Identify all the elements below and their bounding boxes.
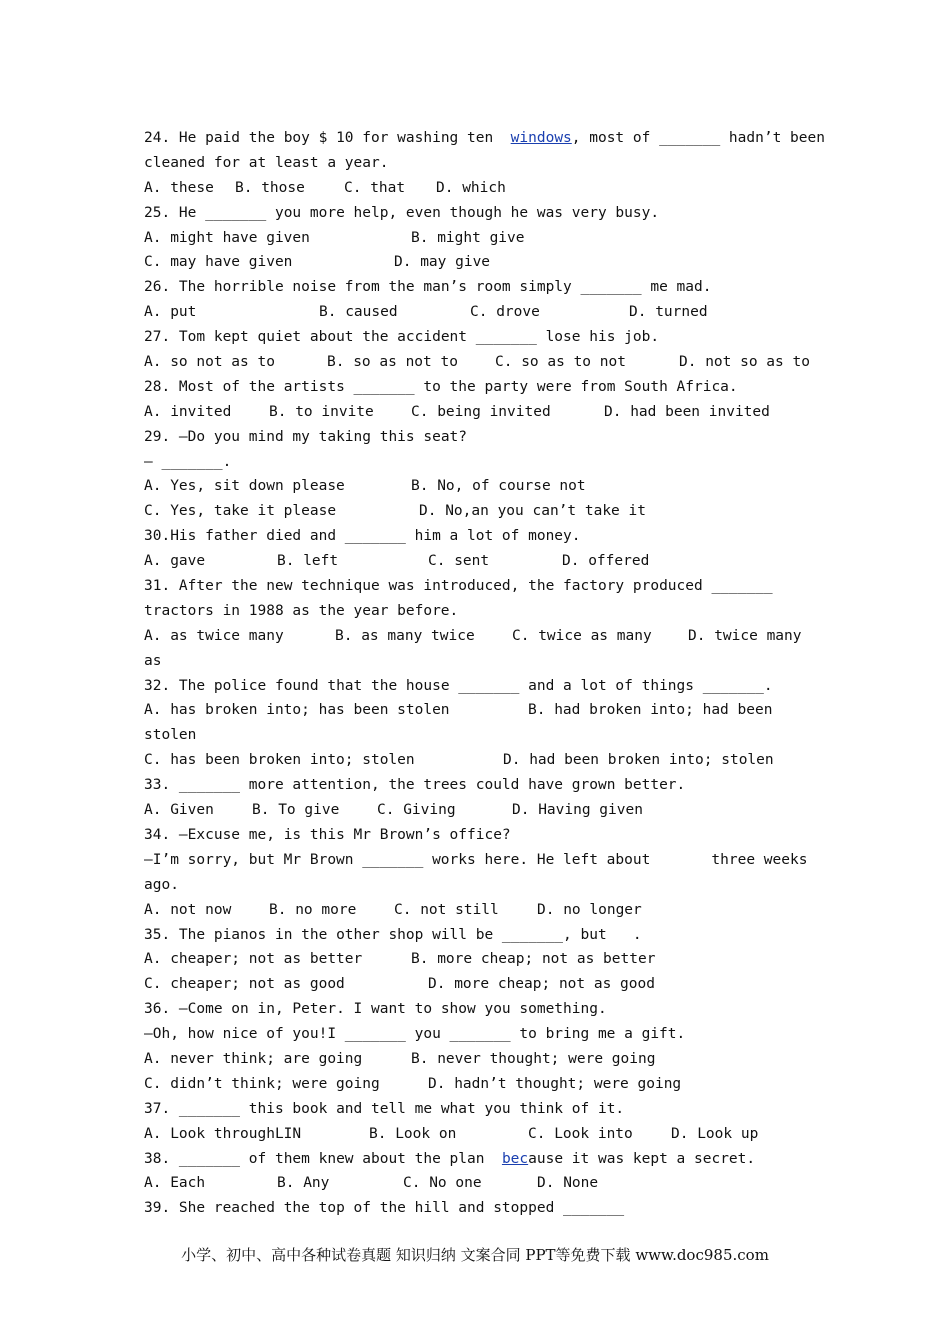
answer-option: B. never thought; were going — [411, 1050, 656, 1067]
question-text: The horrible noise from the man’s room simply _______ me mad. — [170, 279, 712, 296]
answer-option: C. No one — [403, 1175, 482, 1192]
question-number: 29. — [144, 428, 171, 445]
answer-option: C. Yes, take it please — [144, 503, 337, 520]
question-number: 39. — [144, 1200, 171, 1217]
question-text: _______ of them knew about the plan — [170, 1150, 502, 1167]
options-row — [144, 176, 814, 201]
question-number: 38. — [144, 1150, 171, 1167]
answer-option: B. more cheap; not as better — [411, 951, 656, 968]
options-row — [144, 798, 814, 823]
question-text: After the new technique was introduced, the factory produced _______ — [170, 578, 773, 595]
answer-option: D. no longer — [537, 901, 642, 918]
answer-option: B. no more — [269, 901, 357, 918]
answer-option: A. might have given — [144, 229, 310, 246]
question-number: 33. — [144, 777, 171, 794]
options-row — [144, 250, 814, 275]
answer-option: D. not so as to — [679, 354, 810, 371]
question-stem-continued — [144, 848, 814, 873]
answer-option: B. Any — [277, 1175, 330, 1192]
question-text: He _______ you more help, even though he was very busy. — [170, 204, 660, 221]
options-row — [144, 350, 814, 375]
answer-option: D. No,an you can’t take it — [419, 503, 646, 520]
answer-option: D. hadn’t thought; were going — [428, 1075, 682, 1092]
question-stem — [144, 997, 814, 1022]
options-row — [144, 649, 814, 674]
answer-option: A. these — [144, 179, 214, 196]
answer-option: B. caused — [319, 304, 398, 321]
answer-option: D. had been broken into; stolen — [503, 752, 774, 769]
answer-option: B. so as not to — [327, 354, 458, 371]
hyperlink[interactable]: windows — [510, 130, 572, 146]
answer-option: A. put — [144, 304, 197, 321]
question-stem — [144, 674, 814, 699]
answer-option: C. may have given — [144, 254, 293, 271]
question-number: 27. — [144, 329, 171, 346]
question-text: The police found that the house _______ and a lot of things _______. — [170, 677, 773, 694]
question-stem — [144, 524, 814, 549]
answer-option: D. may give — [394, 254, 491, 271]
answer-option: A. Yes, sit down please — [144, 478, 345, 495]
question-text: She reached the top of the hill and stopped _______ — [170, 1200, 625, 1217]
options-row — [144, 1047, 814, 1072]
answer-option: A. Look throughLIN — [144, 1125, 302, 1142]
answer-option: D. Look up — [671, 1125, 759, 1142]
answer-option: C. drove — [470, 304, 540, 321]
question-text: The pianos in the other shop will be _______, but . — [170, 926, 642, 943]
answer-option: B. Look on — [369, 1125, 457, 1142]
page-footer: 小学、初中、高中各种试卷真题 知识归纳 文案合同 PPT等免费下载 www.doc985.com — [181, 1246, 769, 1264]
options-row — [144, 549, 814, 574]
options-row — [144, 624, 814, 649]
options-row — [144, 1122, 814, 1147]
answer-option: A. invited — [144, 403, 232, 420]
options-row — [144, 1072, 814, 1097]
answer-option: C. sent — [428, 553, 490, 570]
hyperlink[interactable]: bec — [501, 1150, 529, 1167]
question-stem — [144, 425, 814, 450]
question-number: 34. — [144, 826, 171, 843]
question-stem-continued — [144, 873, 814, 898]
answer-option: C. that — [344, 179, 406, 196]
answer-option: C. being invited — [411, 403, 551, 420]
answer-option: C. so as to not — [495, 354, 626, 371]
options-row — [144, 474, 814, 499]
options-row — [144, 300, 814, 325]
question-text: —Come on in, Peter. I want to show you something. — [170, 1001, 607, 1018]
question-stem-continued — [144, 151, 814, 176]
answer-option: C. twice as many — [512, 627, 652, 644]
question-text: — _______. — [144, 453, 232, 470]
answer-option: B. No, of course not — [411, 478, 586, 495]
question-stem — [144, 1196, 814, 1221]
answer-option: D. had been invited — [604, 403, 770, 420]
question-text: —Oh, how nice of you!I _______ you _______ to bring me a gift. — [144, 1026, 686, 1043]
answer-option: A. never think; are going — [144, 1050, 363, 1067]
question-text: He paid the boy $ 10 for washing ten — [170, 130, 511, 146]
answer-option: C. not still — [394, 901, 499, 918]
question-text: —Excuse me, is this Mr Brown’s office? — [170, 826, 511, 843]
question-stem — [144, 201, 814, 226]
question-text: ago. — [144, 876, 179, 893]
answer-option: A. as twice many — [144, 627, 284, 644]
question-number: 24. — [144, 130, 171, 146]
question-stem — [144, 823, 814, 848]
question-text: —I’m sorry, but Mr Brown _______ works here. He left about three weeks — [144, 851, 808, 868]
question-stem — [144, 325, 814, 350]
answer-option: B. had broken into; had been — [528, 702, 773, 719]
answer-option: as — [144, 652, 162, 669]
answer-option: D. more cheap; not as good — [428, 976, 655, 993]
answer-option: D. twice many — [688, 627, 802, 644]
question-text: —Do you mind my taking this seat? — [170, 428, 468, 445]
answer-option: A. Each — [144, 1175, 206, 1192]
options-row — [144, 723, 814, 748]
answer-option: D. turned — [629, 304, 708, 321]
answer-option: D. offered — [562, 553, 650, 570]
question-text: Tom kept quiet about the accident _______ lose his job. — [170, 329, 660, 346]
options-row — [144, 698, 814, 723]
answer-option: stolen — [144, 727, 197, 744]
exam-questions — [144, 126, 825, 1221]
answer-option: C. has been broken into; stolen — [144, 752, 415, 769]
answer-option: D. None — [537, 1175, 599, 1192]
options-row — [144, 898, 814, 923]
question-text: tractors in 1988 as the year before. — [144, 602, 459, 619]
question-number: 32. — [144, 677, 171, 694]
answer-option: B. as many twice — [335, 627, 475, 644]
question-text: Most of the artists _______ to the party were from South Africa. — [170, 378, 738, 395]
answer-option: B. To give — [252, 802, 340, 819]
question-stem-continued — [144, 450, 814, 475]
answer-option: A. Given — [144, 802, 214, 819]
question-stem — [144, 923, 814, 948]
options-row — [144, 400, 814, 425]
answer-option: A. cheaper; not as better — [144, 951, 363, 968]
answer-option: B. to invite — [269, 403, 374, 420]
answer-option: B. left — [277, 553, 339, 570]
question-text: cleaned for at least a year. — [144, 154, 389, 171]
options-row — [144, 1171, 814, 1196]
answer-option: C. Look into — [528, 1125, 633, 1142]
question-stem — [144, 773, 814, 798]
options-row — [144, 748, 814, 773]
answer-option: C. didn’t think; were going — [144, 1075, 380, 1092]
question-number: 35. — [144, 926, 171, 943]
question-text: His father died and _______ him a lot of money. — [170, 528, 581, 545]
question-number: 26. — [144, 279, 171, 296]
question-text: , most of _______ hadn’t been — [571, 130, 825, 146]
question-stem-continued — [144, 1022, 814, 1047]
question-stem — [144, 1097, 814, 1122]
answer-option: A. so not as to — [144, 354, 275, 371]
question-stem — [144, 126, 825, 151]
answer-option: A. not now — [144, 901, 232, 918]
answer-option: A. gave — [144, 553, 206, 570]
question-text: ause it was kept a secret. — [528, 1150, 756, 1167]
answer-option: D. Having given — [512, 802, 643, 819]
question-number: 37. — [144, 1100, 171, 1117]
answer-option: C. Giving — [377, 802, 456, 819]
options-row — [144, 499, 814, 524]
answer-option: B. those — [235, 179, 305, 196]
question-text: _______ this book and tell me what you think of it. — [170, 1100, 625, 1117]
question-number: 28. — [144, 378, 171, 395]
answer-option: D. which — [436, 179, 506, 196]
options-row — [144, 947, 814, 972]
question-stem — [144, 275, 814, 300]
options-row — [144, 972, 814, 997]
answer-option: A. has broken into; has been stolen — [144, 702, 450, 719]
question-stem — [144, 574, 814, 599]
question-text: _______ more attention, the trees could have grown better. — [170, 777, 686, 794]
question-stem — [144, 375, 814, 400]
question-number: 36. — [144, 1001, 171, 1018]
question-stem — [144, 1147, 814, 1172]
question-number: 31. — [144, 578, 171, 595]
question-stem-continued — [144, 599, 814, 624]
answer-option: C. cheaper; not as good — [144, 976, 345, 993]
question-number: 30. — [144, 528, 171, 545]
question-number: 25. — [144, 204, 171, 221]
options-row — [144, 226, 814, 251]
answer-option: B. might give — [411, 229, 525, 246]
